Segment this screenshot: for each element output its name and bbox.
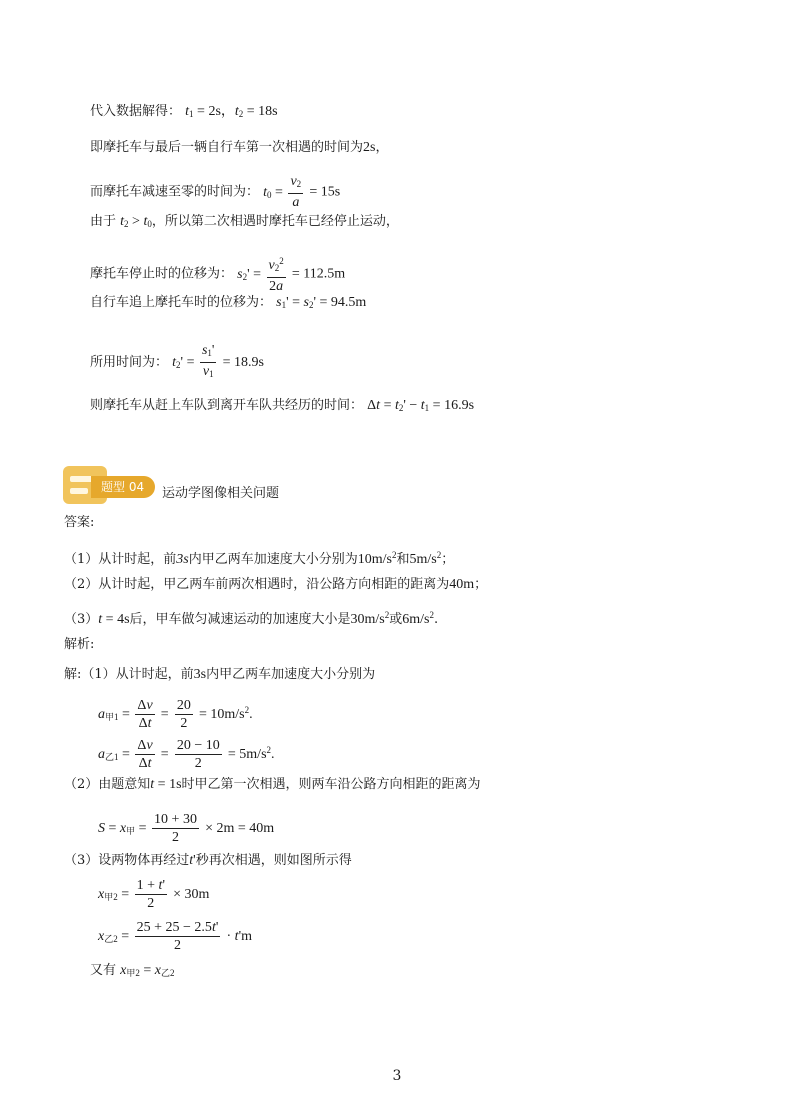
t2-gt-t0: $t_2 > t_0$ bbox=[120, 214, 152, 229]
answer-label: 答案: bbox=[64, 515, 95, 530]
solve-line: 代入数据解得： $t_1 = 2s$，$t_2 = 18s$ bbox=[90, 104, 278, 119]
answer-3: （3）t = 4s后，甲车做匀减速运动的加速度大小是$30m/s^2$或$6m/s^2$. bbox=[64, 610, 439, 627]
analysis-4: 又有 $x_{甲2} = x_{乙2}$ bbox=[90, 963, 175, 978]
x-jia2-formula: $x_{甲2}$ = $\frac{1 + t'}{2}$ × 30m bbox=[98, 878, 210, 911]
first-meet-line: 即摩托车与最后一辆自行车第一次相遇的时间为2s， bbox=[90, 140, 389, 155]
answer-2: （2）从计时起，甲乙两车前两次相遇时，沿公路方向相距的距离为40m； bbox=[64, 577, 488, 592]
time-used-line: 所用时间为： $t_2'$ = $\frac{s_1'}{v_1}$ = 18.9s bbox=[90, 343, 264, 382]
bike-displacement-line: 自行车追上摩托车时的位移为： $s_1' = s_2' = 94.5m$ bbox=[90, 295, 367, 310]
x-yi2-formula: $x_{乙2}$ = $\frac{25 + 25 - 2.5t'}{2}$ · t'm bbox=[98, 920, 252, 953]
distance-formula: $S = x_甲$ = $\frac{10 + 30}{2}$ × 2m = 40m bbox=[98, 812, 275, 845]
analysis-1: 解:（1）从计时起，前3s内甲乙两车加速度大小分别为 bbox=[64, 667, 376, 682]
answer-1: （1）从计时起，前3s内甲乙两车加速度大小分别为$10m/s^2$和$5m/s^2$； bbox=[64, 550, 455, 567]
t1-t2-values: $t_1 = 2s$，$t_2 = 18s$ bbox=[185, 104, 278, 119]
t0-formula: $t_0$ = bbox=[263, 184, 287, 200]
page-number: 3 bbox=[392, 1068, 402, 1084]
s1-over-v1: $\frac{s_1'}{v_1}$ bbox=[201, 343, 215, 379]
accel-jia: $a_{甲1}$ = $\frac{\Delta v}{\Delta t}$ = $\frac{20}{2}$ = $10m/s^2$. bbox=[98, 698, 253, 731]
badge-label: 题型 04 bbox=[91, 476, 155, 498]
analysis-3: （3）设两物体再经过t'秒再次相遇，则如图所示得 bbox=[64, 853, 352, 868]
v2sq-over-2a: $\frac{v_2^2}{2a}$ bbox=[268, 256, 284, 294]
stop-time-line: 而摩托车减速至零的时间为： $t_0$ = $\frac{v_2}{a}$ = 15s bbox=[90, 174, 341, 210]
analysis-label: 解析: bbox=[64, 637, 95, 652]
accel-yi: $a_{乙1}$ = $\frac{\Delta v}{\Delta t}$ = $\frac{20 - 10}{2}$ = $5m/s^2$. bbox=[98, 738, 275, 771]
total-time-line: 则摩托车从赶上车队到离开车队共经历的时间： $\Delta t = t_2' - t_1 = 16.9s$ bbox=[90, 398, 475, 413]
compare-line: 由于 $t_2 > t_0$，所以第二次相遇时摩托车已经停止运动， bbox=[90, 214, 399, 229]
v2-over-a: $\frac{v_2}{a}$ bbox=[290, 174, 302, 210]
section-badge bbox=[63, 466, 157, 506]
analysis-2: （2）由题意知t = 1s时甲乙第一次相遇，则两车沿公路方向相距的距离为 bbox=[64, 777, 481, 792]
section-title: 运动学图像相关问题 bbox=[162, 486, 280, 501]
moto-displacement-line: 摩托车停止时的位移为： $s_2'$ = $\frac{v_2^2}{2a}$ = 112.5m bbox=[90, 256, 346, 294]
